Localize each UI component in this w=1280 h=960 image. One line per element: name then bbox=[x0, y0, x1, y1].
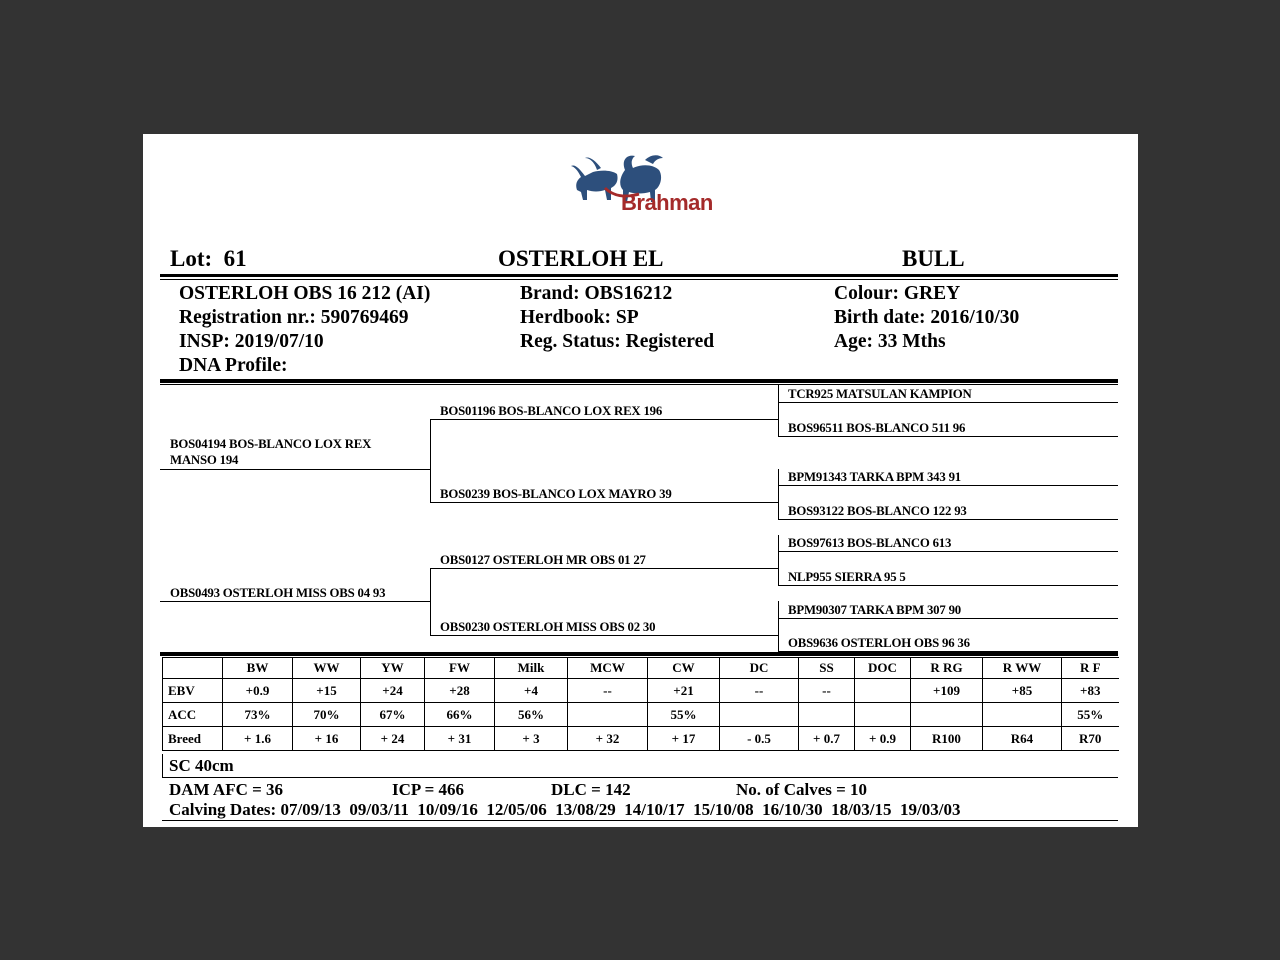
gen3-ancestor: BPM90307 TARKA BPM 307 90 bbox=[788, 603, 961, 617]
gen3-line-1 bbox=[778, 402, 1118, 403]
gen3-ancestor: BOS93122 BOS-BLANCO 122 93 bbox=[788, 504, 967, 518]
sire-dam-name: BOS0239 BOS-BLANCO LOX MAYRO 39 bbox=[440, 487, 672, 501]
table-cell bbox=[855, 703, 911, 727]
table-cell: +85 bbox=[983, 679, 1062, 703]
table-cell: -- bbox=[568, 679, 648, 703]
dam-sire-line bbox=[430, 568, 778, 569]
table-cell bbox=[911, 703, 983, 727]
table-cell: + 32 bbox=[568, 727, 648, 751]
table-header-cell: R WW bbox=[983, 658, 1062, 679]
sire-line bbox=[160, 469, 430, 470]
table-row bbox=[163, 679, 1119, 703]
table-header-cell: CW bbox=[648, 658, 720, 679]
gen3-line-6 bbox=[778, 585, 1118, 586]
table-header-cell: WW bbox=[293, 658, 361, 679]
sc-rule bbox=[162, 777, 1118, 778]
dam-name: OBS0493 OSTERLOH MISS OBS 04 93 bbox=[170, 586, 386, 600]
table-cell: 55% bbox=[1062, 703, 1119, 727]
dam-dam-name: OBS0230 OSTERLOH MISS OBS 02 30 bbox=[440, 620, 656, 634]
gen3-bracket-1 bbox=[778, 384, 779, 436]
table-cell: + 0.9 bbox=[855, 727, 911, 751]
ebv-table bbox=[162, 657, 1119, 751]
pedigree-card bbox=[143, 134, 1138, 827]
inspection-date: INSP: 2019/07/10 bbox=[179, 331, 324, 352]
registration-status: Reg. Status: Registered bbox=[520, 331, 715, 352]
icp: ICP = 466 bbox=[392, 780, 465, 799]
table-cell: + 24 bbox=[361, 727, 425, 751]
table-header-cell: Milk bbox=[495, 658, 568, 679]
table-cell bbox=[720, 703, 799, 727]
gen3-line-5 bbox=[778, 551, 1118, 552]
colour: Colour: GREY bbox=[834, 283, 961, 304]
dam-line bbox=[160, 601, 430, 602]
sire-name-line2: MANSO 194 bbox=[170, 453, 239, 467]
gen3-ancestor: BPM91343 TARKA BPM 343 91 bbox=[788, 470, 961, 484]
ebv-header-row bbox=[163, 658, 1119, 679]
table-cell: Breed bbox=[163, 727, 223, 751]
table-row bbox=[163, 727, 1119, 751]
brand-logo-text: Brahman bbox=[621, 190, 713, 215]
number-of-calves: No. of Calves = 10 bbox=[736, 780, 868, 799]
header-rule-thin bbox=[160, 279, 1118, 280]
gen3-ancestor: TCR925 MATSULAN KAMPION bbox=[788, 387, 972, 401]
table-cell: +0.9 bbox=[223, 679, 293, 703]
table-cell: 66% bbox=[425, 703, 495, 727]
gen3-line-2 bbox=[778, 436, 1118, 437]
gen3-ancestor: BOS97613 BOS-BLANCO 613 bbox=[788, 536, 952, 550]
table-cell: 55% bbox=[648, 703, 720, 727]
table-cell: R100 bbox=[911, 727, 983, 751]
gen3-line-4 bbox=[778, 519, 1118, 520]
table-header-cell: FW bbox=[425, 658, 495, 679]
gen3-bracket-3 bbox=[778, 535, 779, 585]
table-cell: R64 bbox=[983, 727, 1062, 751]
table-cell: +83 bbox=[1062, 679, 1119, 703]
sex-label: BULL bbox=[902, 246, 965, 271]
table-cell: + 1.6 bbox=[223, 727, 293, 751]
gen3-ancestor: OBS9636 OSTERLOH OBS 96 36 bbox=[788, 636, 970, 650]
table-cell: + 3 bbox=[495, 727, 568, 751]
dam-bracket bbox=[430, 568, 431, 635]
gen3-ancestor: BOS96511 BOS-BLANCO 511 96 bbox=[788, 421, 966, 435]
sire-sire-name: BOS01196 BOS-BLANCO LOX REX 196 bbox=[440, 404, 663, 418]
table-cell: + 0.7 bbox=[799, 727, 855, 751]
sc-left-border bbox=[162, 754, 163, 777]
table-cell: +15 bbox=[293, 679, 361, 703]
gen3-line-3 bbox=[778, 485, 1118, 486]
sire-bracket bbox=[430, 419, 431, 503]
table-cell: +4 bbox=[495, 679, 568, 703]
table-header-cell: R F bbox=[1062, 658, 1119, 679]
registration-number: Registration nr.: 590769469 bbox=[179, 307, 409, 328]
table-cell: + 16 bbox=[293, 727, 361, 751]
dam-sire-name: OBS0127 OSTERLOH MR OBS 01 27 bbox=[440, 553, 646, 567]
table-header-cell: DC bbox=[720, 658, 799, 679]
table-cell bbox=[855, 679, 911, 703]
table-cell bbox=[799, 703, 855, 727]
table-cell: -- bbox=[720, 679, 799, 703]
table-cell: +28 bbox=[425, 679, 495, 703]
table-header-cell: DOC bbox=[855, 658, 911, 679]
scrotal-circumference: SC 40cm bbox=[169, 756, 234, 775]
info-rule-thin bbox=[160, 384, 1118, 385]
sire-name: BOS04194 BOS-BLANCO LOX REX bbox=[170, 437, 372, 451]
calving-dates: Calving Dates: 07/09/13 09/03/11 10/09/16 12/05/06 13/08/29 14/10/17 15/10/08 16/10/30 18/03/15 19/03/03 bbox=[169, 800, 961, 819]
table-cell: 70% bbox=[293, 703, 361, 727]
table-cell: 73% bbox=[223, 703, 293, 727]
herdbook: Herdbook: SP bbox=[520, 307, 639, 328]
gen3-bracket-2 bbox=[778, 469, 779, 519]
table-cell: +24 bbox=[361, 679, 425, 703]
table-row bbox=[163, 703, 1119, 727]
table-cell: - 0.5 bbox=[720, 727, 799, 751]
table-header-cell: MCW bbox=[568, 658, 648, 679]
table-cell: 67% bbox=[361, 703, 425, 727]
dna-profile: DNA Profile: bbox=[179, 355, 288, 376]
footer-rule bbox=[162, 820, 1118, 821]
table-header-cell: R RG bbox=[911, 658, 983, 679]
breeder-name: OSTERLOH EL bbox=[498, 246, 664, 271]
sire-sire-line bbox=[430, 419, 778, 420]
dam-afc: DAM AFC = 36 bbox=[169, 780, 284, 799]
gen3-line-7 bbox=[778, 618, 1118, 619]
brand: Brand: OBS16212 bbox=[520, 283, 673, 304]
age: Age: 33 Mths bbox=[834, 331, 946, 352]
table-header-cell: BW bbox=[223, 658, 293, 679]
table-header-cell: SS bbox=[799, 658, 855, 679]
animal-name: OSTERLOH OBS 16 212 (AI) bbox=[179, 283, 431, 304]
lot-label: Lot: 61 bbox=[170, 246, 247, 271]
dam-dam-line bbox=[430, 635, 778, 636]
gen3-bracket-4 bbox=[778, 601, 779, 651]
table-cell: ACC bbox=[163, 703, 223, 727]
table-cell bbox=[983, 703, 1062, 727]
table-cell bbox=[568, 703, 648, 727]
table-cell: +109 bbox=[911, 679, 983, 703]
table-cell: + 31 bbox=[425, 727, 495, 751]
info-rule bbox=[160, 379, 1118, 383]
gen3-ancestor: NLP955 SIERRA 95 5 bbox=[788, 570, 906, 584]
table-cell: R70 bbox=[1062, 727, 1119, 751]
dlc: DLC = 142 bbox=[551, 780, 631, 799]
table-header-cell bbox=[163, 658, 223, 679]
table-cell: EBV bbox=[163, 679, 223, 703]
ebv-rule bbox=[160, 652, 1118, 656]
table-header-cell: YW bbox=[361, 658, 425, 679]
table-cell: 56% bbox=[495, 703, 568, 727]
header-rule bbox=[160, 274, 1118, 277]
sire-dam-line bbox=[430, 502, 778, 503]
table-cell: + 17 bbox=[648, 727, 720, 751]
table-cell: -- bbox=[799, 679, 855, 703]
table-cell: +21 bbox=[648, 679, 720, 703]
birth-date: Birth date: 2016/10/30 bbox=[834, 307, 1020, 328]
